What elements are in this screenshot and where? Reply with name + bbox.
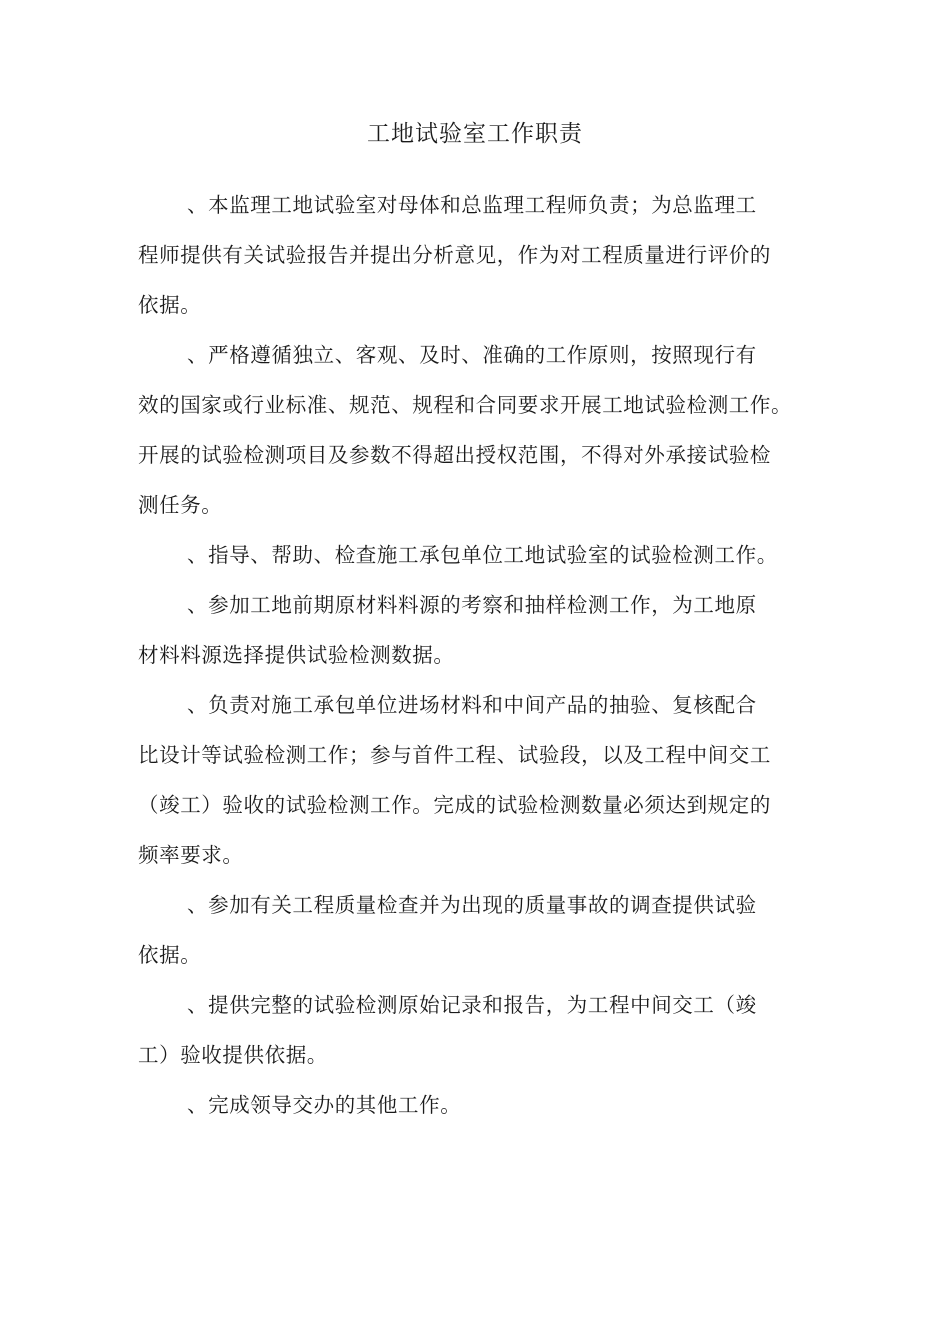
duty-paragraph-1 <box>138 180 828 330</box>
duty-paragraph-8 <box>138 1080 828 1130</box>
paragraph-line: 、参加有关工程质量检查并为出现的质量事故的调查提供试验 <box>187 893 757 917</box>
paragraph-line: 材料料源选择提供试验检测数据。 <box>138 643 455 667</box>
paragraph-line: 、参加工地前期原材料料源的考察和抽样检测工作，为工地原 <box>187 593 757 617</box>
paragraph-line: 工）验收提供依据。 <box>138 1043 328 1067</box>
paragraph-line: 效的国家或行业标准、规范、规程和合同要求开展工地试验检测工作。 <box>138 393 793 417</box>
duty-paragraph-6 <box>138 880 828 980</box>
duty-paragraph-3 <box>138 530 828 580</box>
paragraph-line: 依据。 <box>138 943 202 967</box>
paragraph-line: 、指导、帮助、检查施工承包单位工地试验室的试验检测工作。 <box>187 543 778 567</box>
duty-paragraph-2 <box>138 330 828 530</box>
paragraph-line: 频率要求。 <box>138 843 244 867</box>
paragraph-line: 、严格遵循独立、客观、及时、准确的工作原则，按照现行有 <box>187 343 757 367</box>
paragraph-line: 测任务。 <box>138 493 223 517</box>
paragraph-line: 、本监理工地试验室对母体和总监理工程师负责；为总监理工 <box>187 193 757 217</box>
paragraph-line: 开展的试验检测项目及参数不得超出授权范围，不得对外承接试验检 <box>138 443 771 467</box>
duty-paragraph-4 <box>138 580 828 680</box>
duty-paragraph-5 <box>138 680 828 880</box>
paragraph-line: 程师提供有关试验报告并提出分析意见，作为对工程质量进行评价的 <box>138 243 771 267</box>
paragraph-line: 、提供完整的试验检测原始记录和报告，为工程中间交工（竣 <box>187 993 757 1017</box>
document-body <box>138 180 828 1130</box>
paragraph-line: （竣工）验收的试验检测工作。完成的试验检测数量必须达到规定的 <box>138 793 771 817</box>
paragraph-line: 依据。 <box>138 293 202 317</box>
paragraph-line: 、负责对施工承包单位进场材料和中间产品的抽验、复核配合 <box>187 693 757 717</box>
paragraph-line: 、完成领导交办的其他工作。 <box>187 1093 462 1117</box>
paragraph-line: 比设计等试验检测工作；参与首件工程、试验段，以及工程中间交工 <box>138 743 771 767</box>
document-title: 工地试验室工作职责 <box>367 121 583 147</box>
duty-paragraph-7 <box>138 980 828 1080</box>
